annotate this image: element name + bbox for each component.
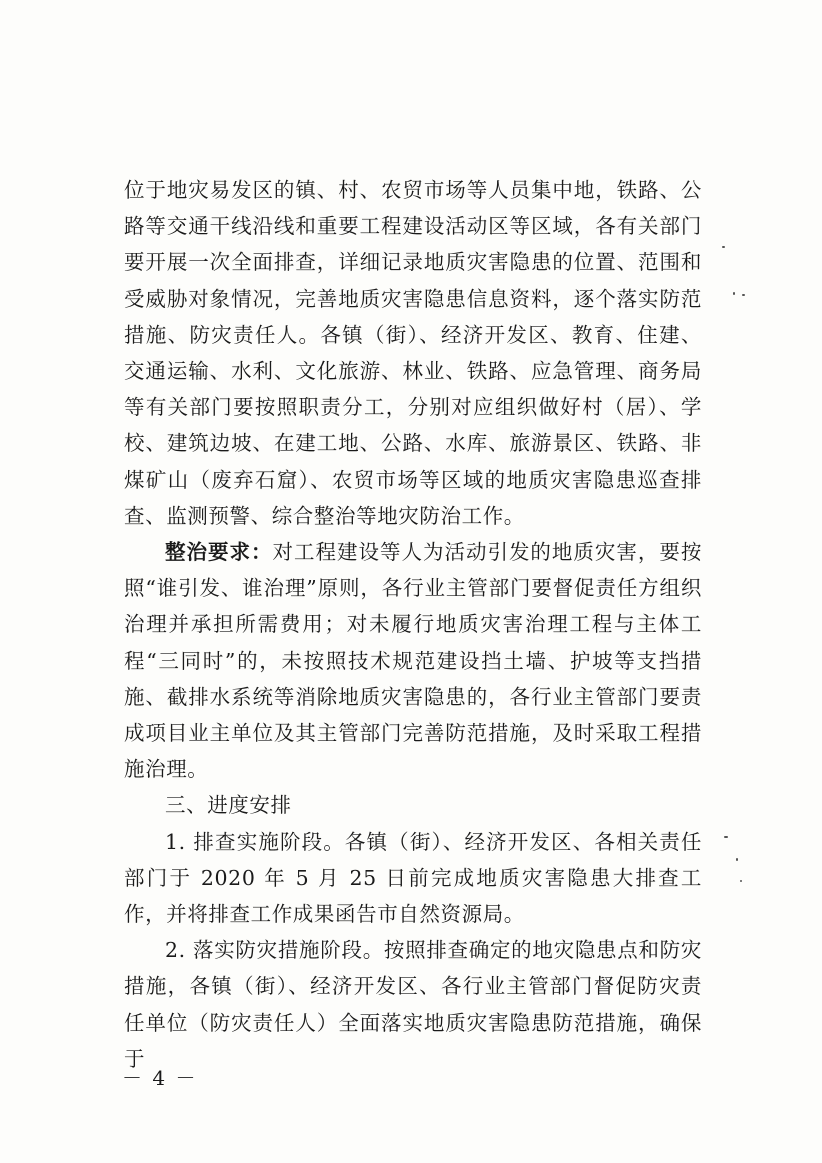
scan-speck	[722, 246, 725, 248]
paragraph-investigation-scope: 位于地灾易发区的镇、村、农贸市场等人员集中地，铁路、公路等交通干线沿线和重要工程建设活动区等区域，各有关部门要开展一次全面排查，详细记录地质灾害隐患的位置、范围和受威胁对象情况，完善地质灾害隐患信息资料，逐个落实防范措施、防灾责任人。各镇（街）、经济开发区、教育、住建、交通运输、水利、文化旅游、林业、铁路、应急管理、商务局等有关部门要按照职责分工，分别对应组织做好村（居）、学校、建筑边坡、在建工地、公路、水库、旅游景区、铁路、非煤矿山（废弃石窟）、农贸市场等区域的地质灾害隐患巡查排查、监测预警、综合整治等地灾防治工作。	[124, 178, 702, 528]
scan-speck	[740, 880, 742, 882]
body-text	[124, 172, 702, 1077]
page-number: － 4 －	[122, 1066, 198, 1090]
scan-speck	[742, 294, 745, 296]
section-heading-schedule: 三、进度安排	[165, 793, 292, 818]
scan-speck	[724, 836, 728, 838]
scan-speck	[736, 858, 738, 861]
scan-speck	[733, 292, 735, 295]
paragraph-stage-2: 2. 落实防灾措施阶段。按照排查确定的地灾隐患点和防灾措施，各镇（街）、经济开发区、各行业主管部门督促防灾责任单位（防灾责任人）全面落实地质灾害隐患防范措施，确保于	[124, 938, 702, 1071]
paragraph-stage-1: 1. 排查实施阶段。各镇（街）、经济开发区、各相关责任部门于 2020 年 5 月 25 日前完成地质灾害隐患大排查工作，并将排查工作成果函告市自然资源局。	[124, 829, 702, 927]
paragraph-remediation-requirements	[124, 534, 702, 787]
remediation-text: 对工程建设等人为活动引发的地质灾害，要按照“谁引发、谁治理”原则，各行业主管部门要督促责任方组织治理并承担所需费用；对未履行地质灾害治理工程与主体工程“三同时”的，未按照技术规范建设挡土墙、护坡等支挡措施、截排水系统等消除地质灾害隐患的，各行业主管部门要责成项目业主单位及其主管部门完善防范措施，及时采取工程措施治理。	[124, 540, 703, 782]
remediation-label: 整治要求：	[165, 540, 273, 565]
